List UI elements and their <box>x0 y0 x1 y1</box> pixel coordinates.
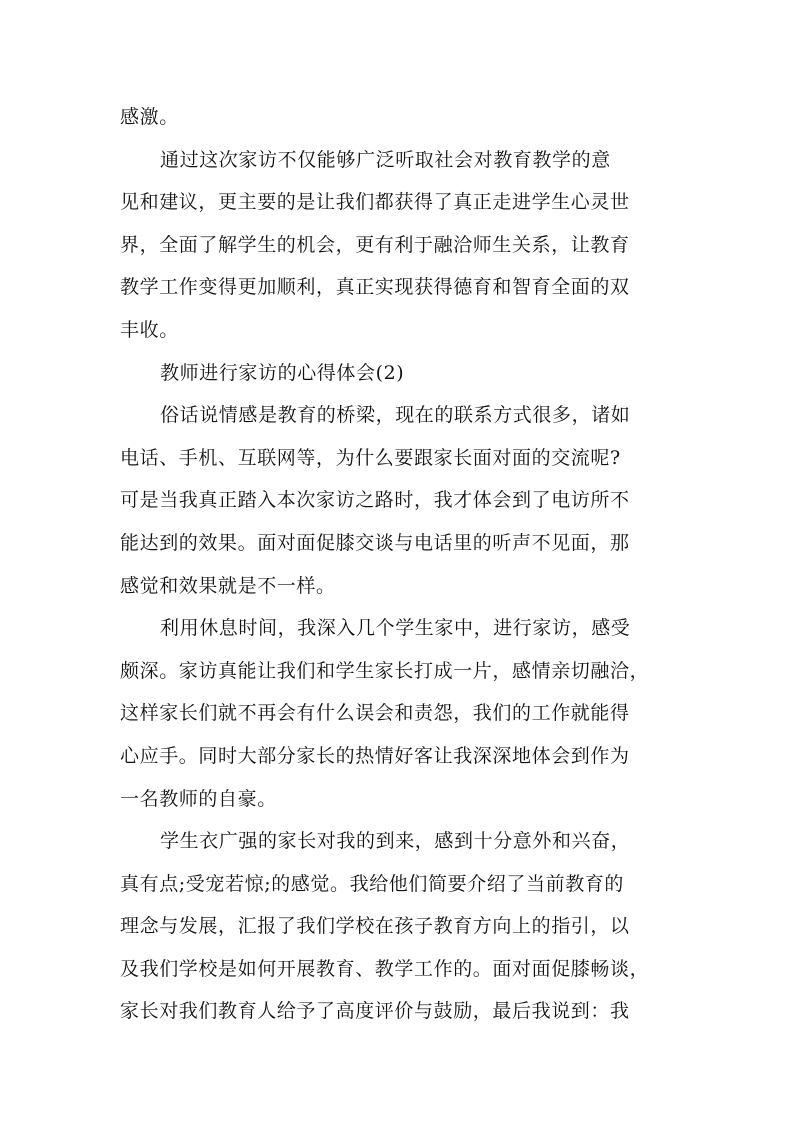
text-line: 丰收。 <box>120 318 179 341</box>
text-line: 学生衣广强的家长对我的到来，感到十分意外和兴奋， <box>160 830 631 853</box>
text-line: 感激。 <box>120 106 179 128</box>
text-line: 家长对我们教育人给予了高度评价与鼓励，最后我说到：我 <box>120 1000 630 1023</box>
text-line: 教学工作变得更加顺利，真正实现获得德育和智育全面的双 <box>120 276 630 299</box>
text-line: 真有点;受宠若惊;的感觉。我给他们简要介绍了当前教育的 <box>120 872 625 895</box>
document-body <box>120 96 676 1033</box>
text-line: 一名教师的自豪。 <box>120 787 277 810</box>
text-line: 理念与发展，汇报了我们学校在孩子教育方向上的指引，以 <box>120 915 630 938</box>
text-line: 见和建议，更主要的是让我们都获得了真正走进学生心灵世 <box>120 191 630 214</box>
text-line: 利用休息时间，我深入几个学生家中，进行家访，感受 <box>160 617 631 640</box>
text-line: 俗话说情感是教育的桥梁，现在的联系方式很多，诸如 <box>160 404 631 427</box>
text-line: 心应手。同时大部分家长的热情好客让我深深地体会到作为 <box>120 744 630 767</box>
section-heading: 教师进行家访的心得体会(2) <box>160 361 405 384</box>
text-line: 感觉和效果就是不一样。 <box>120 574 336 597</box>
text-line: 这样家长们就不再会有什么误会和责怨，我们的工作就能得 <box>120 702 630 725</box>
text-line: 界，全面了解学生的机会，更有利于融洽师生关系，让教育 <box>120 233 630 256</box>
text-line: 通过这次家访不仅能够广泛听取社会对教育教学的意 <box>160 148 611 171</box>
text-line: 能达到的效果。面对面促膝交谈与电话里的听声不见面，那 <box>120 531 630 554</box>
text-line: 颇深。家访真能让我们和学生家长打成一片，感情亲切融洽， <box>120 659 650 682</box>
text-line: 可是当我真正踏入本次家访之路时，我才体会到了电访所不 <box>120 489 630 512</box>
text-line: 电话、手机、互联网等，为什么要跟家长面对面的交流呢? <box>120 446 621 469</box>
text-line: 及我们学校是如何开展教育、教学工作的。面对面促膝畅谈， <box>120 957 650 980</box>
